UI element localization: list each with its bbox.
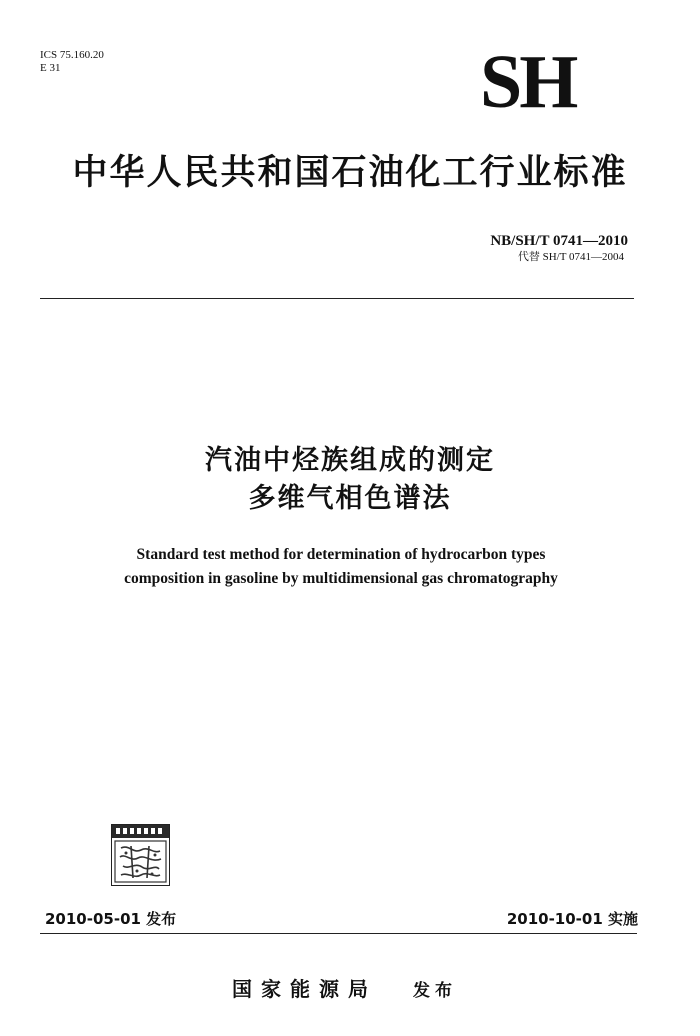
publisher-action: 发布 xyxy=(413,981,457,1001)
anti-counterfeit-seal-icon xyxy=(111,824,170,886)
ccs-code: E 31 xyxy=(40,62,61,74)
title-chinese-line-2: 多维气相色谱法 xyxy=(248,483,452,514)
implementation-date: 2010-10-01 实施 xyxy=(506,910,638,928)
classification-codes xyxy=(40,49,104,75)
standard-category-title: 中华人民共和国石油化工行业标准 xyxy=(72,153,628,193)
replaces-standard: 代替 SH/T 0741—2004 xyxy=(517,251,624,263)
ics-code: ICS 75.160.20 xyxy=(40,49,104,61)
title-english-line-1: Standard test method for determination of hydrocarbon types xyxy=(136,546,546,563)
title-english-line-2: composition in gasoline by multidimensional gas chromatography xyxy=(124,570,558,587)
top-divider xyxy=(40,298,634,299)
publisher-name: 国家能源局 xyxy=(232,977,377,1001)
standard-number: NB/SH/T 0741—2010 xyxy=(490,233,628,249)
sh-logo: SH xyxy=(480,40,576,124)
issue-date: 2010-05-01 发布 xyxy=(45,910,177,928)
title-chinese-line-1: 汽油中烃族组成的测定 xyxy=(205,445,495,476)
bottom-divider xyxy=(40,933,637,934)
